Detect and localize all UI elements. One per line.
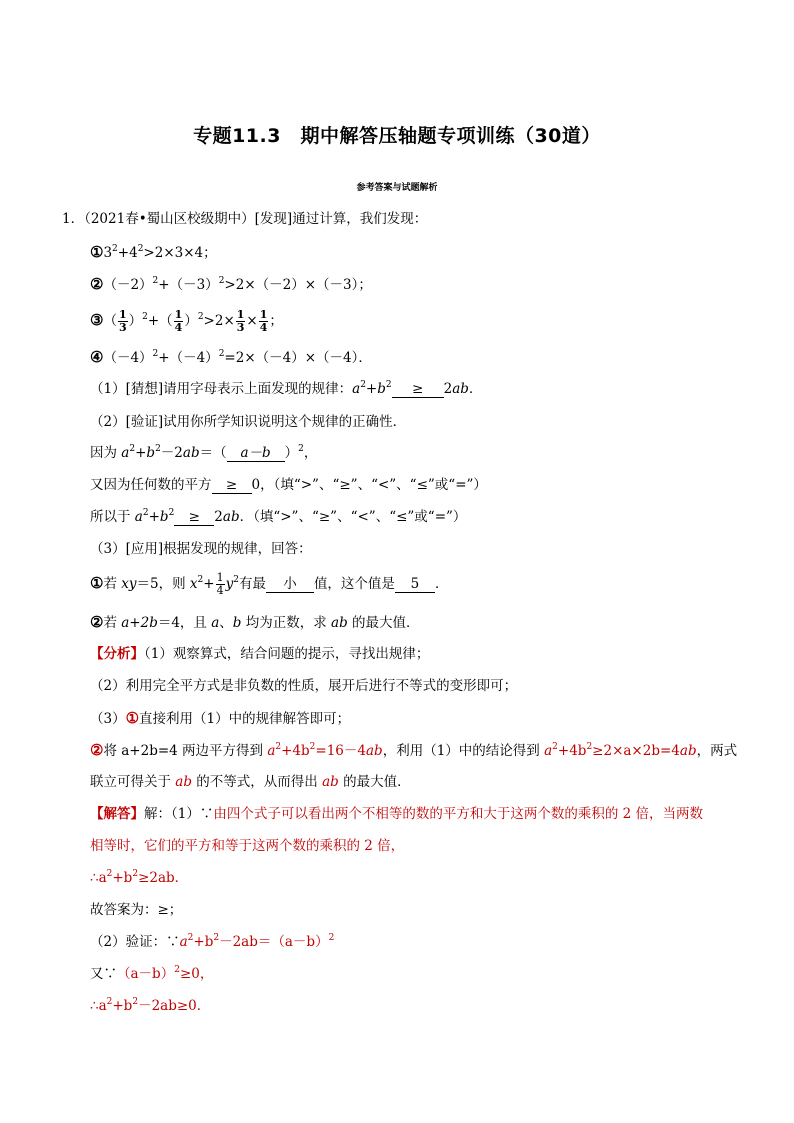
analysis-text: （3）: [90, 711, 126, 727]
item-marker: ②: [90, 741, 104, 759]
expr-part: （－2）: [103, 277, 153, 293]
exponent: 2: [218, 276, 225, 286]
question-2-head: （2）[验证]试用你所学知识说明这个规律的正确性．: [90, 414, 407, 430]
solution-line-5: [90, 933, 334, 951]
variable: b: [159, 509, 169, 525]
analysis-text: 联立可得关于: [90, 774, 176, 790]
solution-text: ∴a: [90, 870, 107, 886]
analysis-text: ，两式: [696, 743, 738, 759]
variable: a+2b: [121, 615, 158, 631]
fraction: [174, 309, 184, 334]
variable: a: [544, 743, 553, 759]
expr-part: ）: [184, 313, 198, 329]
solution-text: ≥0，: [179, 966, 214, 982]
expr-part: >2×（－2）×（－3）；: [224, 277, 372, 293]
expr-part: （: [103, 313, 117, 329]
solution-line-7: [90, 997, 210, 1015]
expr-part: ．: [468, 381, 483, 397]
exponent: 2: [129, 444, 136, 454]
fraction-denominator: 3: [236, 321, 245, 334]
exponent: 2: [137, 244, 144, 254]
item-marker: ③: [90, 311, 104, 329]
variable: a: [352, 381, 361, 397]
solution-text: +b: [112, 870, 133, 886]
exponent: 2: [106, 997, 113, 1007]
exponent: 2: [106, 869, 113, 879]
solution-text: －2ab≥0．: [138, 998, 211, 1014]
question-text: ＝4，且: [157, 615, 212, 631]
exponent: 2: [155, 444, 161, 454]
solution-text: 由四个式子可以看出两个不相等的数的平方和大于这两个数的乘积的 2 倍，当两数: [213, 806, 704, 822]
answer-blank: 小: [266, 577, 314, 593]
variable: a: [267, 743, 276, 759]
question-text: ．（填“>”、“≥”、“<”、“≤”或“=”）: [239, 509, 467, 525]
variable: ab: [679, 743, 697, 759]
question-text: 的最大值．: [347, 615, 420, 631]
fraction: [236, 309, 246, 334]
expr-part: （－4）: [103, 350, 153, 366]
question-text: 若: [103, 615, 122, 631]
analysis-line-5: [90, 773, 411, 791]
expr-part: +（－3）: [158, 277, 219, 293]
analysis-line-2: （2）利用完全平方式是非负数的性质，展开后进行不等式的变形即可；: [90, 678, 518, 694]
fraction-denominator: 4: [174, 321, 183, 334]
question-text: 值，这个值是: [313, 576, 395, 592]
solution-text: （2）验证：∵: [90, 934, 180, 950]
item-4: [90, 348, 372, 367]
solution-line-2: 相等时，它们的平方和等于这两个数的乘积的 2 倍，: [90, 838, 405, 854]
expr-part: >2×3×4；: [143, 245, 217, 261]
variable: ab: [222, 509, 240, 525]
variable: y: [225, 576, 234, 592]
analysis-text: 的不等式，从而得出: [192, 774, 323, 790]
item-marker: ①: [125, 709, 140, 727]
question-text: 因为: [90, 445, 122, 461]
expr-part: ×: [246, 313, 258, 329]
solution-line-4: 故答案为：≥；: [90, 902, 183, 918]
analysis-text: 的最大值．: [338, 774, 411, 790]
analysis-line-1: [90, 645, 429, 663]
exponent: 2: [132, 869, 139, 879]
question-2-line-2: [90, 476, 487, 494]
exponent: 2: [142, 508, 149, 518]
item-marker: ④: [90, 348, 104, 366]
expr-part: +4: [117, 245, 138, 261]
exponent: 2: [218, 349, 225, 359]
variable: b: [146, 445, 156, 461]
page-subtitle: 参考答案与试题解析: [356, 183, 438, 193]
expr-part: +: [135, 445, 147, 461]
variable: ab: [322, 774, 339, 790]
expr-part: +（－4）: [158, 350, 219, 366]
analysis-tag: 【分析】: [90, 646, 144, 662]
analysis-text: +4b: [281, 743, 310, 759]
variable: b: [377, 381, 386, 397]
variable: x: [189, 576, 198, 592]
item-marker: ②: [90, 613, 104, 631]
solution-line-3: [90, 869, 188, 887]
answer-blank: 5: [395, 577, 435, 593]
question-text: ＝5，则: [136, 576, 190, 592]
expr-part: ；: [269, 313, 283, 329]
fraction: [259, 309, 269, 334]
exponent: 2: [152, 349, 159, 359]
solution-text: +b: [112, 998, 133, 1014]
exponent: 2: [213, 933, 220, 943]
question-2-line-1: [90, 444, 317, 462]
variable: ab: [366, 743, 383, 759]
exponent: 2: [385, 380, 392, 390]
fraction-numerator: 1: [236, 308, 245, 321]
variable: a: [121, 445, 130, 461]
variable: xy: [121, 576, 137, 592]
item-marker: ②: [90, 275, 104, 293]
expr-part: >2×: [203, 313, 235, 329]
expr-part: +: [365, 381, 378, 397]
fraction: [118, 309, 128, 334]
expr-part: ）: [284, 445, 299, 461]
exponent: 2: [187, 933, 194, 943]
fraction-numerator: 1: [216, 571, 224, 584]
question-text: 均为正数，求: [241, 615, 332, 631]
answer-blank: ≥: [212, 478, 252, 494]
expr-part: 3: [103, 245, 113, 261]
exponent: 2: [142, 312, 148, 322]
expr-part: ）: [128, 313, 143, 329]
answer-blank: a－b: [227, 446, 285, 462]
question-3-2: [90, 613, 420, 632]
expr-part: +: [148, 509, 160, 525]
question-2-line-3: [90, 508, 466, 526]
exponent: 2: [132, 997, 139, 1007]
expr-part: +（: [147, 313, 173, 329]
item-2: [90, 275, 372, 294]
question-3-1: [90, 568, 448, 599]
question-text: 若: [103, 576, 122, 592]
solution-text: －2ab＝（a－b）: [219, 934, 329, 950]
analysis-text: ≥2×a×2b=4: [592, 743, 680, 759]
solution-text: 解：（1）∵: [144, 806, 214, 822]
item-marker: ①: [90, 574, 104, 592]
exponent: 2: [174, 965, 180, 975]
fraction-denominator: 4: [216, 584, 224, 597]
problem-intro: 1．（2021春•蜀山区校级期中）[发现]通过计算，我们发现：: [62, 211, 428, 227]
expr-part: 2: [443, 381, 453, 397]
fraction-denominator: 4: [259, 321, 268, 334]
exponent: 2: [233, 575, 239, 585]
analysis-line-3: [90, 709, 350, 728]
expr-part: ，: [303, 445, 318, 461]
exponent: 2: [197, 575, 204, 585]
item-3: [90, 305, 283, 336]
solution-text: ≥2ab．: [138, 870, 189, 886]
fraction: [216, 572, 225, 597]
page-title: 专题11.3 期中解答压轴题专项训练（30道）: [193, 125, 601, 147]
variable: ab: [331, 615, 348, 631]
exponent: 2: [152, 276, 159, 286]
exponent: 2: [298, 444, 304, 454]
question-3-head: （3）[应用]根据发现的规律，回答：: [90, 541, 312, 557]
analysis-line-4: ②将 a+2b=4 两边平方得到 $a^2+4b^2=16-4ab$，利用（1）中的结论得到 $a^2+4b^2\ge 2\times a\times 2b=4ab$，两式: [90, 741, 738, 759]
analysis-text: ，利用（1）中的结论得到: [382, 743, 545, 759]
solution-text: ∴a: [90, 998, 107, 1014]
variable: ab: [175, 774, 192, 790]
exponent: 2: [112, 244, 118, 254]
question-text: 有最: [238, 576, 266, 592]
variable: ab: [182, 445, 200, 461]
solution-line-1: [90, 805, 703, 823]
expr-part: =2×（－4）×（－4）．: [224, 350, 372, 366]
expr-part: －2: [160, 445, 183, 461]
exponent: 2: [360, 380, 366, 390]
expr-part: ＝（: [199, 445, 227, 461]
analysis-text: +4b: [557, 743, 587, 759]
item-marker: ①: [90, 243, 104, 261]
analysis-text: 将 a+2b=4 两边平方得到: [103, 743, 268, 759]
expr-part: ．: [434, 576, 449, 592]
answer-blank: ≥: [392, 382, 444, 398]
expr-part: 2: [214, 509, 223, 525]
solution-text: （a－b）: [117, 966, 175, 982]
exponent: 2: [168, 508, 175, 518]
variable: ab: [452, 381, 469, 397]
variable: a: [211, 615, 220, 631]
question-text: 0，（填“>”、“≥”、“<”、“≤”或“=”）: [251, 477, 487, 493]
question-1: [90, 380, 482, 398]
answer-blank: ≥: [174, 510, 214, 526]
question-text: 所以于: [90, 509, 135, 525]
fraction-numerator: 1: [259, 308, 268, 321]
solution-text: +b: [193, 934, 214, 950]
fraction-numerator: 1: [118, 308, 127, 321]
analysis-text: =16－4: [315, 743, 366, 759]
analysis-text: 直接利用（1）中的规律解答即可；: [139, 711, 351, 727]
solution-text: 又∵: [90, 966, 117, 982]
exponent: 2: [197, 312, 204, 322]
exponent: 2: [328, 933, 335, 943]
variable: b: [232, 615, 242, 631]
fraction-denominator: 3: [118, 321, 127, 334]
question-text: （1）[猜想]请用字母表示上面发现的规律：: [90, 381, 353, 397]
variable: a: [179, 934, 188, 950]
analysis-text: （1）观察算式，结合问题的提示，寻找出规律；: [144, 646, 430, 662]
solution-tag: 【解答】: [90, 806, 144, 822]
question-text: 、: [219, 615, 233, 631]
item-1: [90, 243, 217, 262]
fraction-numerator: 1: [174, 308, 183, 321]
question-text: 又因为任何数的平方: [90, 477, 212, 493]
expr-part: +: [203, 576, 215, 592]
variable: a: [134, 509, 143, 525]
solution-line-6: [90, 965, 213, 983]
